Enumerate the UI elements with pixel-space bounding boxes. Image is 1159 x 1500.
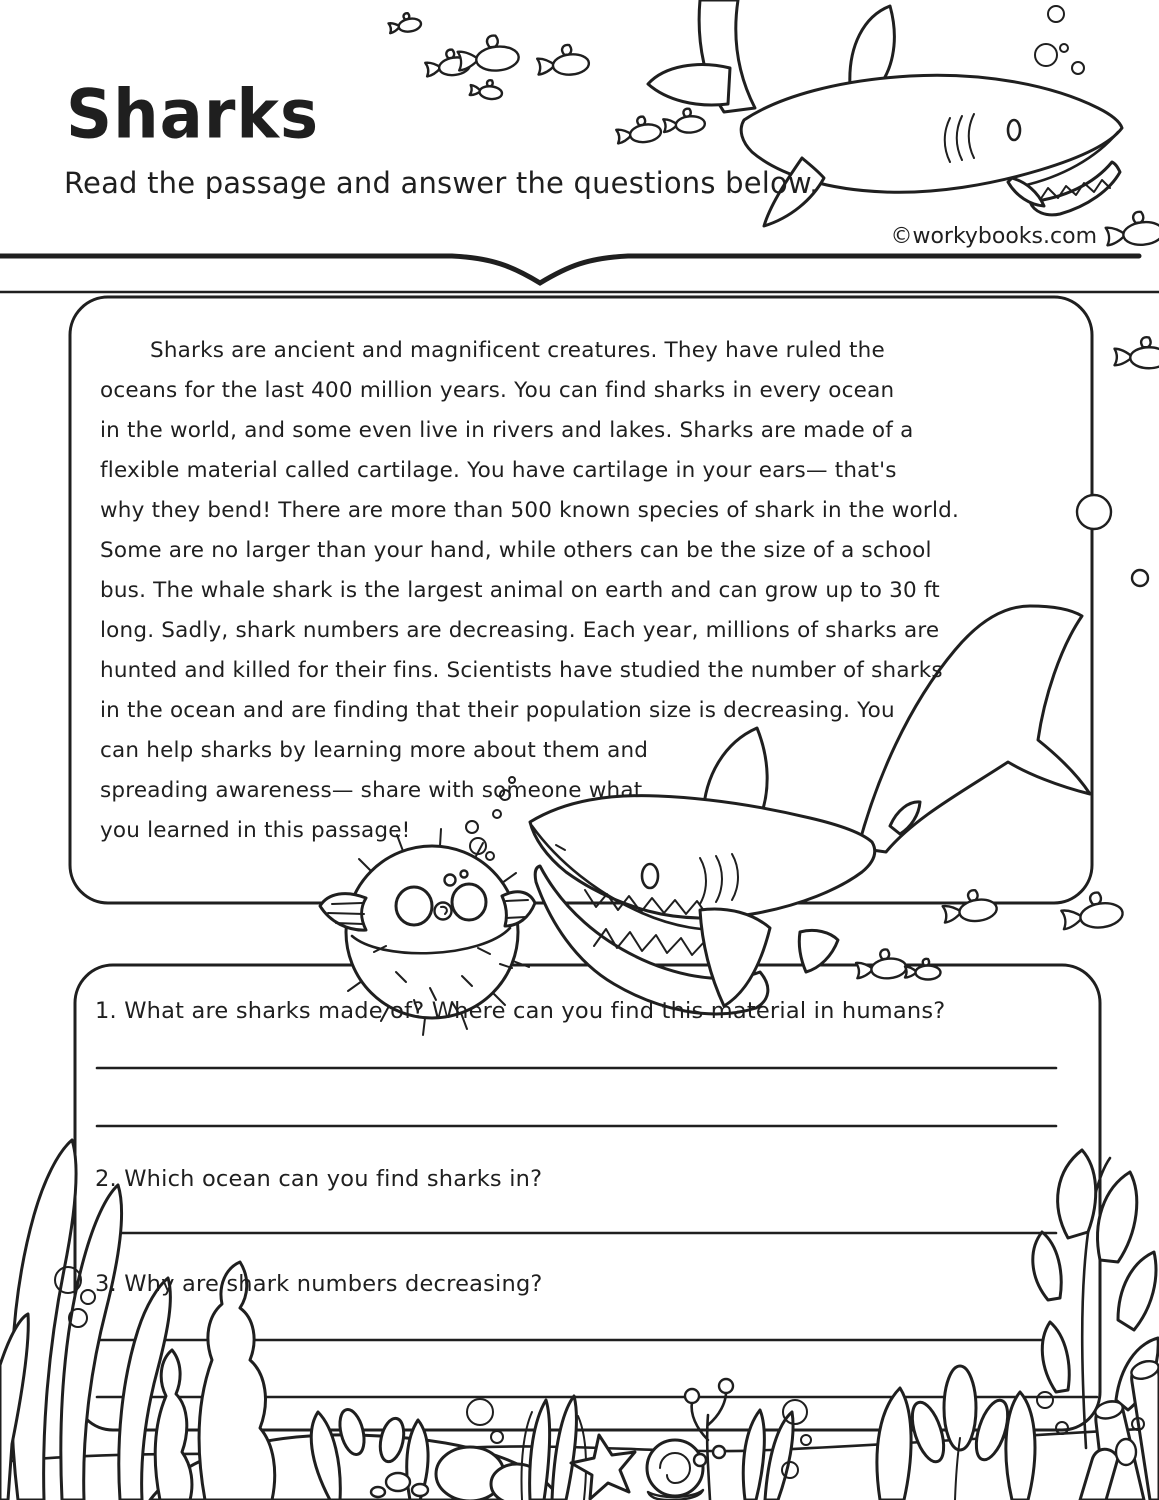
bubble	[783, 1400, 807, 1424]
droplet-plant-big	[877, 1366, 1035, 1500]
seabed-scene	[0, 1140, 1159, 1500]
passage-line-2: oceans for the last 400 million years. You can find sharks in every ocean	[100, 378, 895, 403]
bubble	[1037, 1392, 1053, 1408]
bubbles-icon	[1077, 495, 1148, 586]
passage-line-7: bus. The whale shark is the largest animal on earth and can grow up to 30 ft	[100, 578, 940, 603]
passage-line-13: you learned in this passage!	[100, 818, 411, 843]
bubble	[1056, 1422, 1068, 1434]
bubble	[467, 1399, 493, 1425]
passage-line-11: can help sharks by learning more about them and	[100, 738, 649, 763]
pebble	[1116, 1439, 1136, 1465]
bumpy-seaweed	[155, 1262, 275, 1500]
bubble	[801, 1435, 811, 1445]
pebble	[386, 1473, 410, 1491]
page-title: Sharks	[66, 75, 320, 155]
passage-line-6: Some are no larger than your hand, while others can be the size of a school	[100, 538, 932, 563]
question-1: 1. What are sharks made of? Where can you find this material in humans?	[95, 998, 946, 1024]
passage-line-4: flexible material called cartilage. You have cartilage in your ears— that's	[100, 458, 897, 483]
passage-line-3: in the world, and some even live in rivers and lakes. Sharks are made of a	[100, 418, 914, 443]
pebble	[371, 1487, 385, 1497]
passage-line-8: long. Sadly, shark numbers are decreasing. Each year, millions of sharks are	[100, 618, 940, 643]
instructions-text: Read the passage and answer the questions below.	[64, 166, 819, 200]
passage-line-1: Sharks are ancient and magnificent creatures. They have ruled the	[150, 338, 885, 363]
bubble	[491, 1431, 503, 1443]
question-2: 2. Which ocean can you find sharks in?	[95, 1166, 543, 1192]
passage-line-10: in the ocean and are finding that their population size is decreasing. You	[100, 698, 895, 723]
pebble	[412, 1484, 428, 1496]
divider-wave	[0, 256, 1159, 292]
passage-line-9: hunted and killed for their fins. Scientists have studied the number of sharks	[100, 658, 943, 683]
passage-line-12: spreading awareness— share with someone what	[100, 778, 643, 803]
passage-line-5: why they bend! There are more than 500 known species of shark in the world.	[100, 498, 960, 523]
credit-text: ©workybooks.com	[890, 224, 1097, 249]
question-3: 3. Why are shark numbers decreasing?	[95, 1271, 543, 1297]
fish-trio-icon	[855, 887, 1124, 981]
kelp-left	[0, 1140, 170, 1500]
